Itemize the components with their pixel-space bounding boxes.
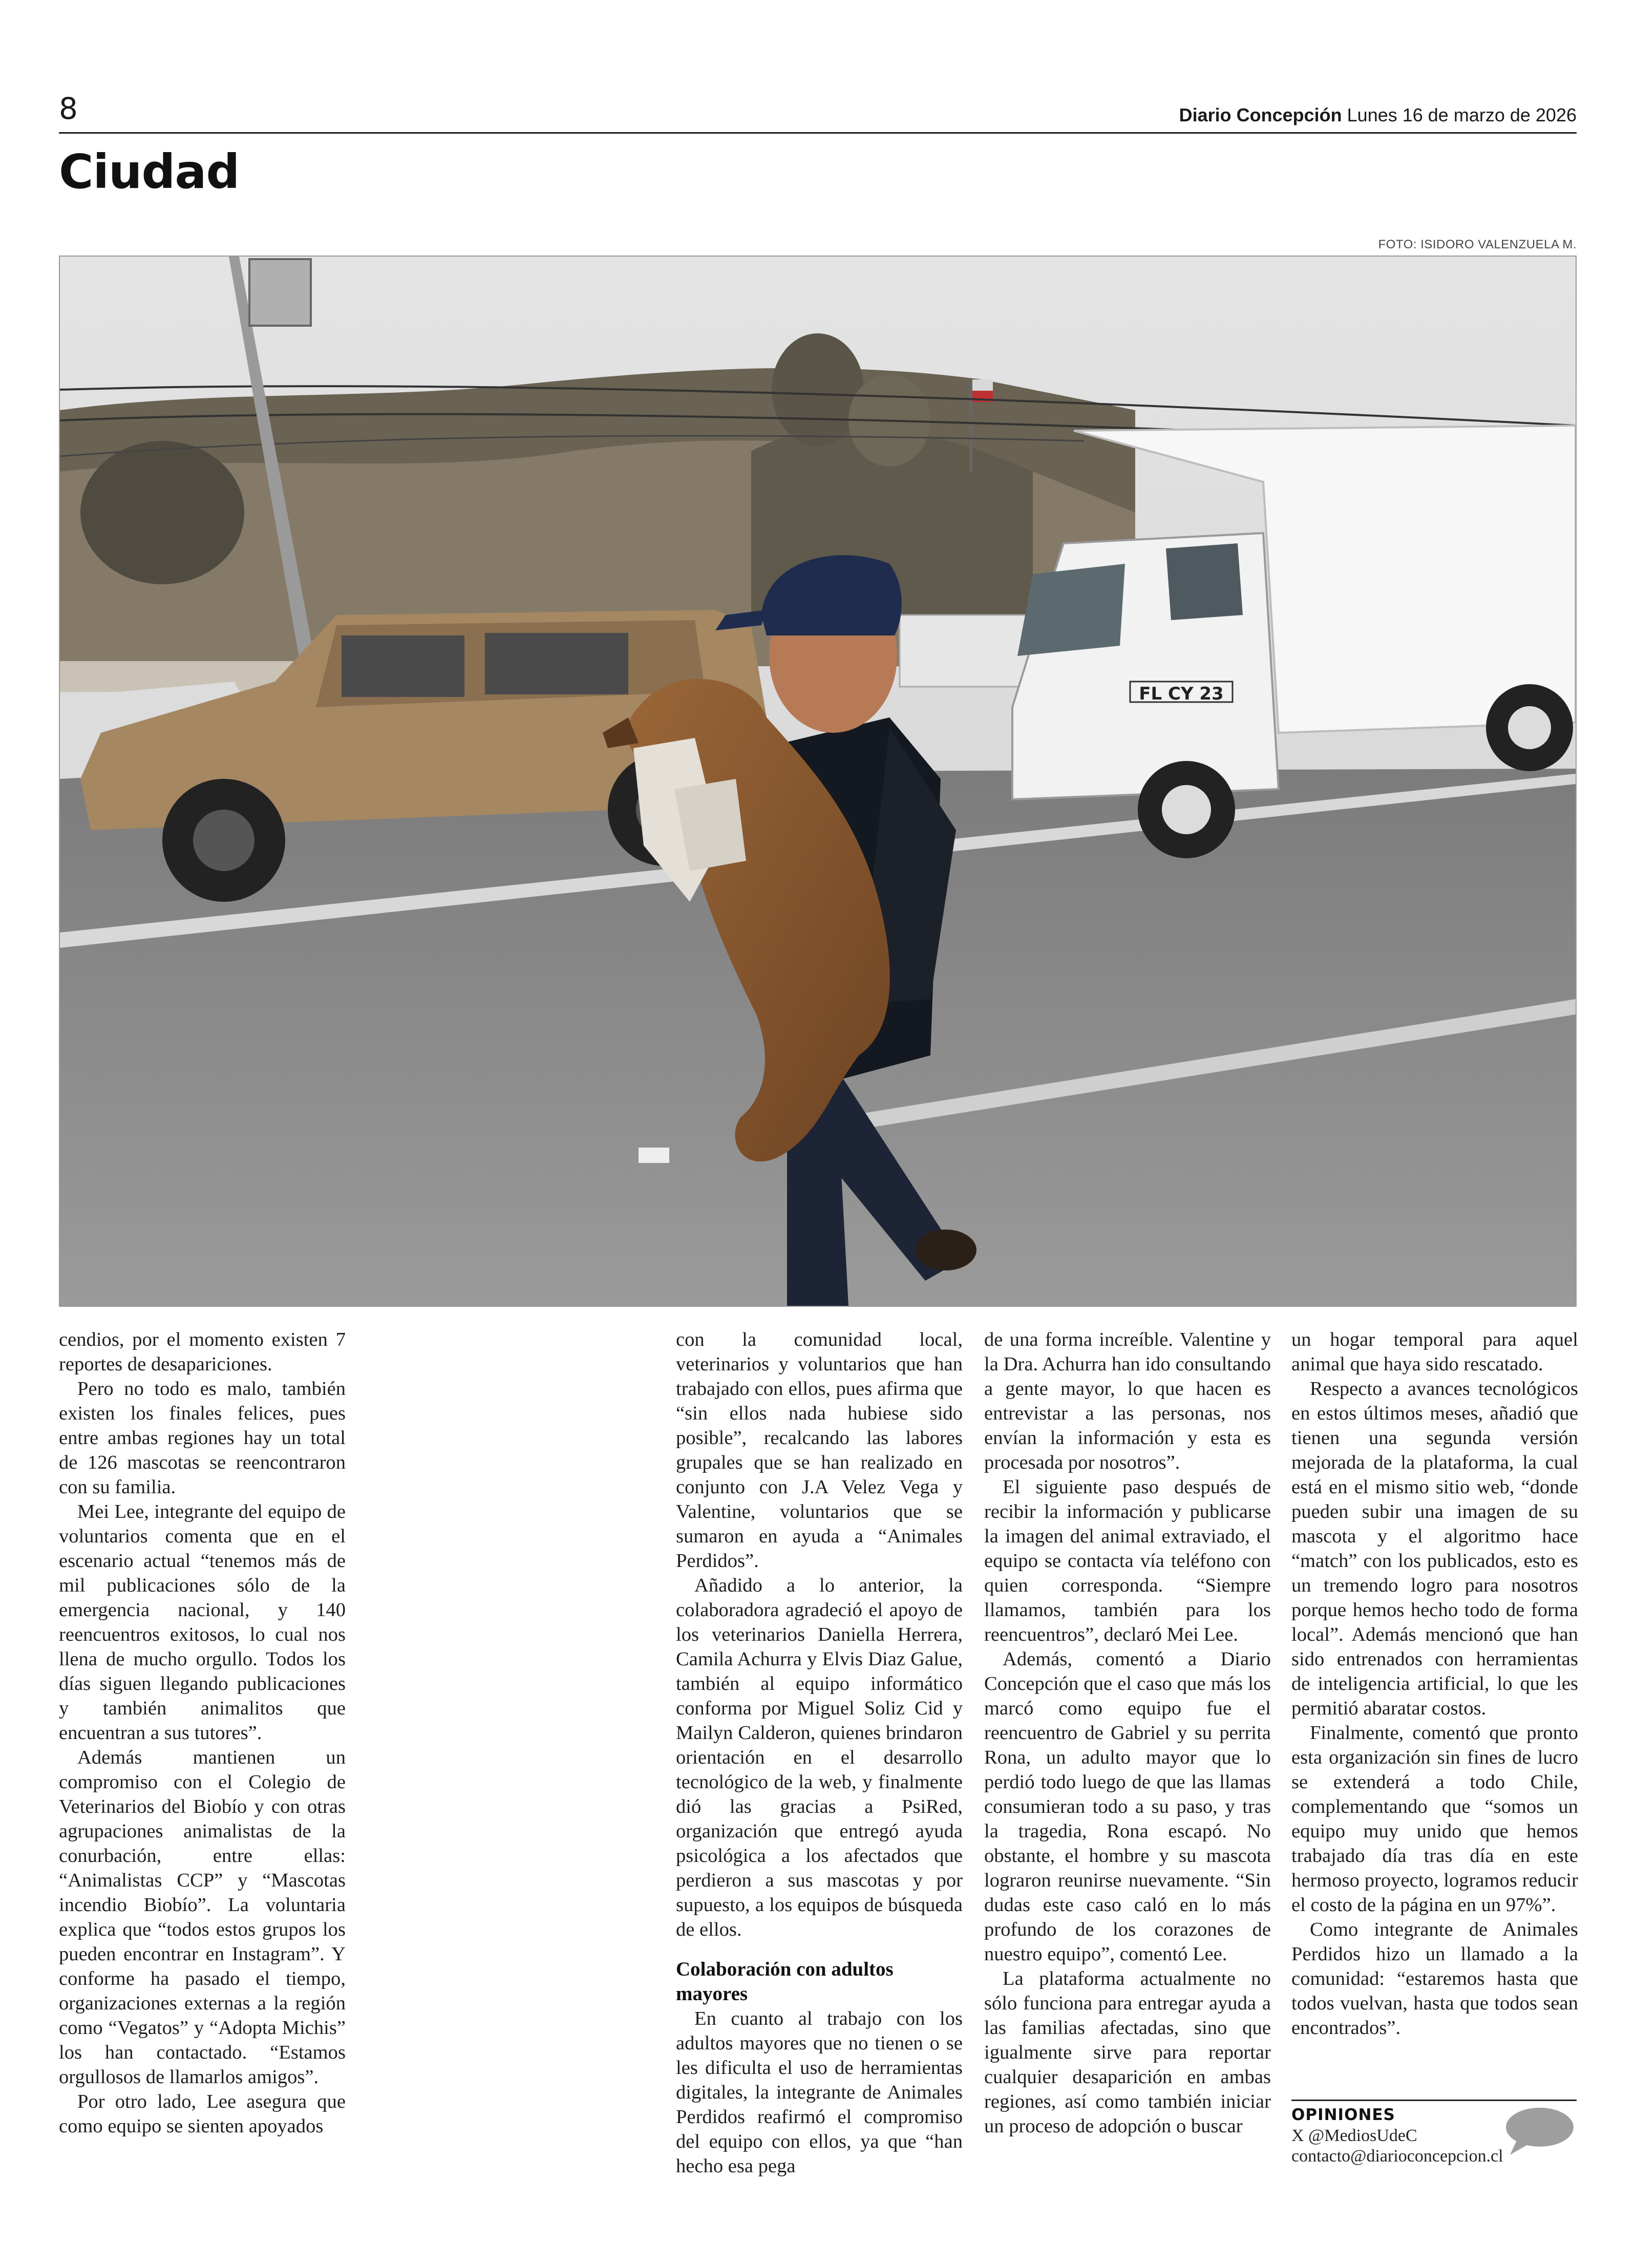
paragraph: cendios, por el momento existen 7 reportes de desapariciones. (59, 1329, 346, 1375)
paragraph: un hogar temporal para aquel animal que haya sido rescatado. (1291, 1329, 1578, 1375)
opinion-x-handle[interactable]: X @MediosUdeC (1291, 2126, 1417, 2145)
article-column-4 (1291, 1327, 1578, 2040)
photo-credit: FOTO: ISIDORO VALENZUELA M. (1378, 238, 1577, 251)
publication-name: Diario Concepción (1179, 104, 1342, 125)
paragraph: En cuanto al trabajo con los adultos mayores que no tienen o se les dificulta el uso de herramientas digitales, la integrante de Animales Perdidos reafirmó el compromiso del equipo con ellos, ya que “han hecho esa pega (676, 2008, 963, 2177)
photo-illustration (60, 257, 1576, 1306)
masthead-line (1179, 106, 1577, 124)
news-photo (59, 256, 1577, 1307)
paragraph: La plataforma actualmente no sólo funciona para entregar ayuda a las familias afectadas, sino que igualmente sirve para reportar cualquier desaparición en ambas regiones, así como también iniciar un proceso de adopción o buscar (984, 1968, 1271, 2137)
paragraph: de una forma increíble. Valentine y la Dra. Achurra han ido consultando a gente mayor, lo que hacen es entrevistar a las personas, nos envían la información y esta es procesada por nosotros”. (984, 1329, 1271, 1473)
paragraph: Por otro lado, Lee asegura que como equipo se sienten apoyados (59, 2091, 346, 2137)
article-column-3 (984, 1327, 1271, 2138)
paragraph: Pero no todo es malo, también existen los finales felices, pues entre ambas regiones hay un total de 126 mascotas se reencontraron con su familia. (59, 1378, 346, 1498)
section-title: Ciudad (59, 144, 240, 199)
speech-bubble-icon (1503, 2106, 1575, 2157)
paragraph: Además, comentó a Diario Concepción que el caso que más los marcó como equipo fue el reencuentro de Gabriel y su perrita Rona, un adulto mayor que lo perdió todo luego de que las llamas consumieran todo a su paso, y tras la tragedia, Rona escapó. No obstante, el hombre y su mascota lograron reunirse nuevamente. “Sin dudas este caso caló en lo más profundo de los corazones de nuestro equipo”, comentó Lee. (984, 1648, 1271, 1965)
paragraph: Como integrante de Animales Perdidos hizo un llamado a la comunidad: “estaremos hasta que todos vuelvan, hasta que todos sean encontrados”. (1291, 1919, 1578, 2039)
paragraph: Además mantienen un compromiso con el Colegio de Veterinarios del Biobío y con otras agrupaciones animalistas de la conurbación, entre ellas: “Animalistas CCP” y “Mascotas incendio Biobío”. La voluntaria explica que “todos estos grupos los pueden encontrar en Instagram”. Y conforme ha pasado el tiempo, organizaciones externas a la región como “Vegatos” y “Adopta Michis” los han contactado. “Estamos orgullosos de llamarlos amigos”. (59, 1747, 346, 2088)
paragraph: Añadido a lo anterior, la colaboradora agradeció el apoyo de los veterinarios Daniella Herrera, Camila Achurra y Elvis Diaz Galue, también al equipo informático conforma por Miguel Soliz Cid y Mailyn Calderon, quienes brindaron orientación en el desarrollo tecnológico de la web, y finalmente dió las gracias a PsiRed, organización que entregó ayuda psicológica a los afectados que perdieron a sus mascotas y por supuesto, a los equipos de búsqueda de ellos. (676, 1575, 963, 1940)
opinion-box-title: OPINIONES (1291, 2106, 1395, 2124)
header-rule (59, 132, 1577, 134)
page-number: 8 (59, 91, 78, 126)
article-subhead: Colaboración con adultos mayores (676, 1958, 894, 2005)
truck-plate: FL CY 23 (1139, 684, 1224, 704)
opinion-box-rule (1291, 2100, 1577, 2101)
article-column-2 (676, 1327, 963, 2178)
article-column-1 (59, 1327, 346, 2138)
paragraph: Mei Lee, integrante del equipo de voluntarios comenta que en el escenario actual “tenemos más de mil publicaciones sólo de la emergencia nacional, y 140 reencuentros exitosos, lo cual nos llena de mucho orgullo. Todos los días siguen llegando publicaciones y también animalitos que encuentran a sus tutores”. (59, 1501, 346, 1744)
paragraph: Finalmente, comentó que pronto esta organización sin fines de lucro se extenderá a todo Chile, complementando que “somos un equipo muy unido que hemos trabajado día tras día en este hermoso proyecto, logramos reducir el costo de la página en un 97%”. (1291, 1722, 1578, 1916)
paragraph: El siguiente paso después de recibir la información y publicarse la imagen del animal extraviado, el equipo se contacta vía teléfono con quien corresponda. “Siempre llamamos, también para los reencuentros”, declaró Mei Lee. (984, 1476, 1271, 1645)
issue-date: Lunes 16 de marzo de 2026 (1347, 104, 1577, 125)
paragraph: Respecto a avances tecnológicos en estos últimos meses, añadió que tienen una segunda versión mejorada de la plataforma, la cual está en el mismo sitio web, “donde pueden subir una imagen de su mascota y el algoritmo hace “match” con los publicados, esto es un tremendo logro para nosotros porque hemos hecho todo de forma local”. Además mencionó que han sido entrenados con herramientas de inteligencia artificial, lo que les permitió abaratar costos. (1291, 1378, 1578, 1719)
opinion-email-link[interactable]: contacto@diarioconcepcion.cl (1291, 2147, 1503, 2166)
paragraph: con la comunidad local, veterinarios y voluntarios que han trabajado con ellos, pues afirma que “sin ellos nada hubiese sido posible”, recalcando las labores grupales que se han realizado en conjunto con J.A Velez Vega y Valentine, voluntarios que se sumaron en ayuda a “Animales Perdidos”. (676, 1329, 963, 1572)
